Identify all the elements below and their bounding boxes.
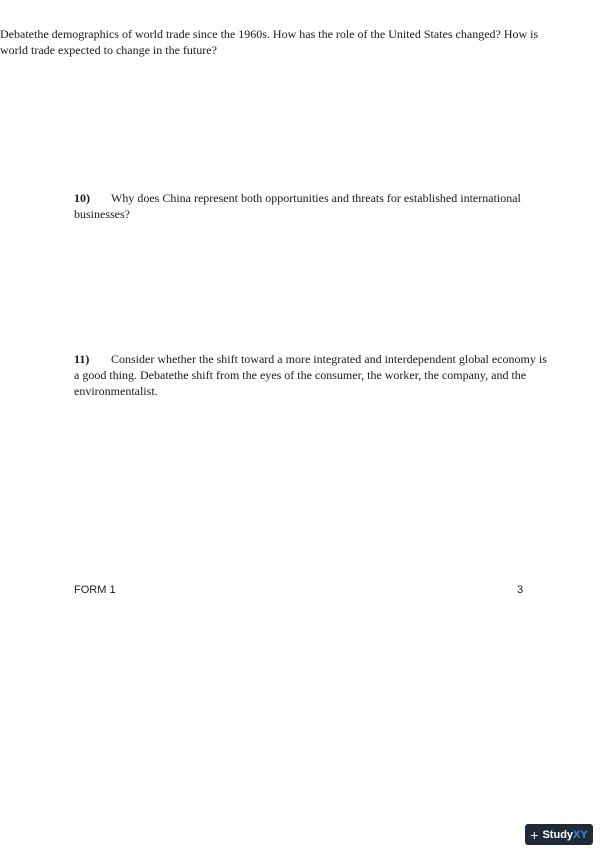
- footer-form-label: FORM 1: [74, 584, 116, 596]
- studyxy-badge[interactable]: [525, 824, 593, 845]
- intro-question-text: Debatethe demographics of world trade since the 1960s. How has the role of the United States changed? How is world trade expected to change in the future?: [0, 27, 539, 57]
- question-number: 10): [74, 191, 90, 205]
- question-text: Why does China represent both opportunities and threats for established international businesses?: [74, 191, 521, 221]
- footer-page-number: 3: [517, 584, 524, 596]
- question-text: Consider whether the shift toward a more integrated and interdependent global economy is a good thing. Debatethe shift from the eyes of the consumer, the worker, the company, and the environmentalist.: [74, 352, 547, 398]
- plus-icon: +: [530, 826, 539, 843]
- question-10: [74, 190, 544, 222]
- brand-name: StudyXY: [542, 828, 588, 841]
- question-11: [74, 351, 550, 399]
- question-number: 11): [74, 352, 90, 366]
